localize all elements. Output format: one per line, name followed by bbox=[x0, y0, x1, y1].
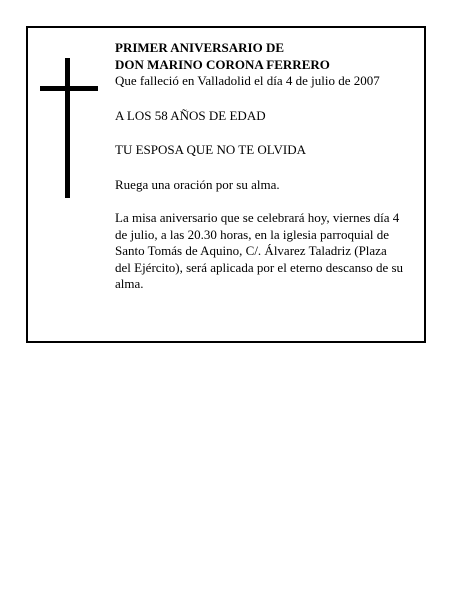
mass-info: La misa aniversario que se celebrará hoy, viernes día 4 de julio, a las 20.30 horas, en la iglesia parroquial de Santo Tomás de Aquino, C/. Álvarez Taladriz (Plaza del Ejército), será aplicada por el eterno descanso de su alma. bbox=[115, 210, 404, 291]
dedication-line: TU ESPOSA QUE NO TE OLVIDA bbox=[115, 142, 307, 157]
cross-vertical-bar bbox=[65, 58, 70, 198]
notice-title-line-1: PRIMER ANIVERSARIO DE bbox=[115, 40, 285, 55]
age-line: A LOS 58 AÑOS DE EDAD bbox=[115, 107, 266, 123]
cross-horizontal-bar bbox=[40, 86, 98, 91]
notice-body bbox=[115, 40, 405, 293]
death-info: Que falleció en Valladolid el día 4 de julio de 2007 bbox=[115, 73, 380, 88]
notice-title-line-2: DON MARINO CORONA FERRERO bbox=[115, 56, 330, 72]
obituary-notice bbox=[26, 26, 426, 343]
cross-icon bbox=[40, 58, 98, 198]
prayer-request: Ruega una oración por su alma. bbox=[115, 176, 280, 192]
